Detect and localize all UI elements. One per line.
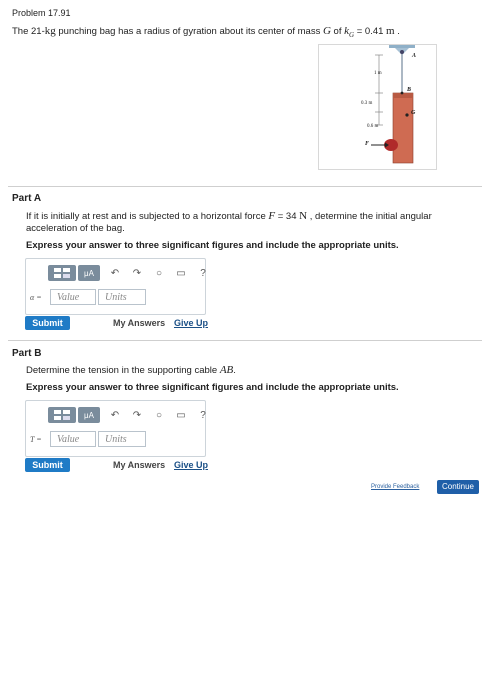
- divider: [8, 340, 482, 341]
- templates-button[interactable]: [48, 265, 76, 281]
- redo-icon[interactable]: ↷: [132, 267, 142, 279]
- part-a-question-line2: acceleration of the bag.: [26, 223, 125, 234]
- keyboard-icon[interactable]: ▭: [176, 409, 186, 421]
- math-toolbar: [48, 407, 210, 423]
- redo-icon[interactable]: ↷: [132, 409, 142, 421]
- units-input[interactable]: Units: [98, 431, 146, 447]
- alpha-symbol: α =: [30, 293, 42, 302]
- problem-title: Problem 17.91: [12, 8, 71, 18]
- help-icon[interactable]: ?: [200, 409, 206, 421]
- reset-icon[interactable]: ○: [155, 409, 163, 421]
- dim-1m: 1 m: [374, 71, 382, 76]
- part-b-answer-box: [25, 400, 206, 457]
- part-a-answer-box: [25, 258, 206, 315]
- label-g: G: [411, 110, 416, 116]
- punching-bag: [393, 93, 416, 163]
- part-a-instruction: Express your answer to three significant figures and include the appropriate units.: [26, 240, 399, 251]
- continue-button[interactable]: Continue: [437, 480, 479, 494]
- help-icon[interactable]: ?: [200, 267, 206, 279]
- part-b-title: Part B: [12, 348, 42, 359]
- part-a-submit-button[interactable]: Submit: [25, 316, 70, 330]
- punching-bag-figure: [318, 44, 437, 170]
- part-a-question: If it is initially at rest and is subjected to a horizontal force F = 34 N , determine the initial angular: [26, 210, 432, 222]
- part-a-title: Part A: [12, 193, 42, 204]
- part-a-give-up-link[interactable]: Give Up: [174, 318, 209, 328]
- part-b-give-up-link[interactable]: Give Up: [174, 460, 209, 470]
- reset-icon[interactable]: ○: [155, 267, 163, 279]
- part-b-question: Determine the tension in the supporting cable AB.: [26, 364, 236, 376]
- undo-icon[interactable]: ↶: [110, 267, 120, 279]
- math-toolbar: [48, 265, 210, 281]
- dim-06m: 0.6 m: [367, 124, 379, 129]
- units-button[interactable]: μA: [78, 407, 100, 423]
- label-a: A: [412, 53, 417, 59]
- units-input[interactable]: Units: [98, 289, 146, 305]
- part-b-submit-button[interactable]: Submit: [25, 458, 70, 472]
- keyboard-icon[interactable]: ▭: [176, 267, 186, 279]
- units-button[interactable]: μA: [78, 265, 100, 281]
- center-of-mass-dot: [405, 113, 408, 116]
- divider: [8, 186, 482, 187]
- provide-feedback-link[interactable]: Provide Feedback: [371, 484, 420, 490]
- undo-icon[interactable]: ↶: [110, 409, 120, 421]
- part-b-instruction: Express your answer to three significant figures and include the appropriate units.: [26, 382, 399, 393]
- value-input[interactable]: Value: [50, 431, 96, 447]
- problem-statement: The 21-kg punching bag has a radius of gyration about its center of mass G of $k_G = 0.41$ m .: [12, 25, 400, 39]
- tension-symbol: T =: [30, 435, 42, 444]
- value-input[interactable]: Value: [50, 289, 96, 305]
- templates-button[interactable]: [48, 407, 76, 423]
- part-b-my-answers[interactable]: My Answers: [113, 460, 166, 470]
- label-b: B: [407, 87, 412, 93]
- dim-03m: 0.3 m: [361, 101, 373, 106]
- part-a-my-answers[interactable]: My Answers: [113, 318, 166, 328]
- ceiling-mount: [389, 45, 415, 48]
- label-f: F: [365, 141, 370, 147]
